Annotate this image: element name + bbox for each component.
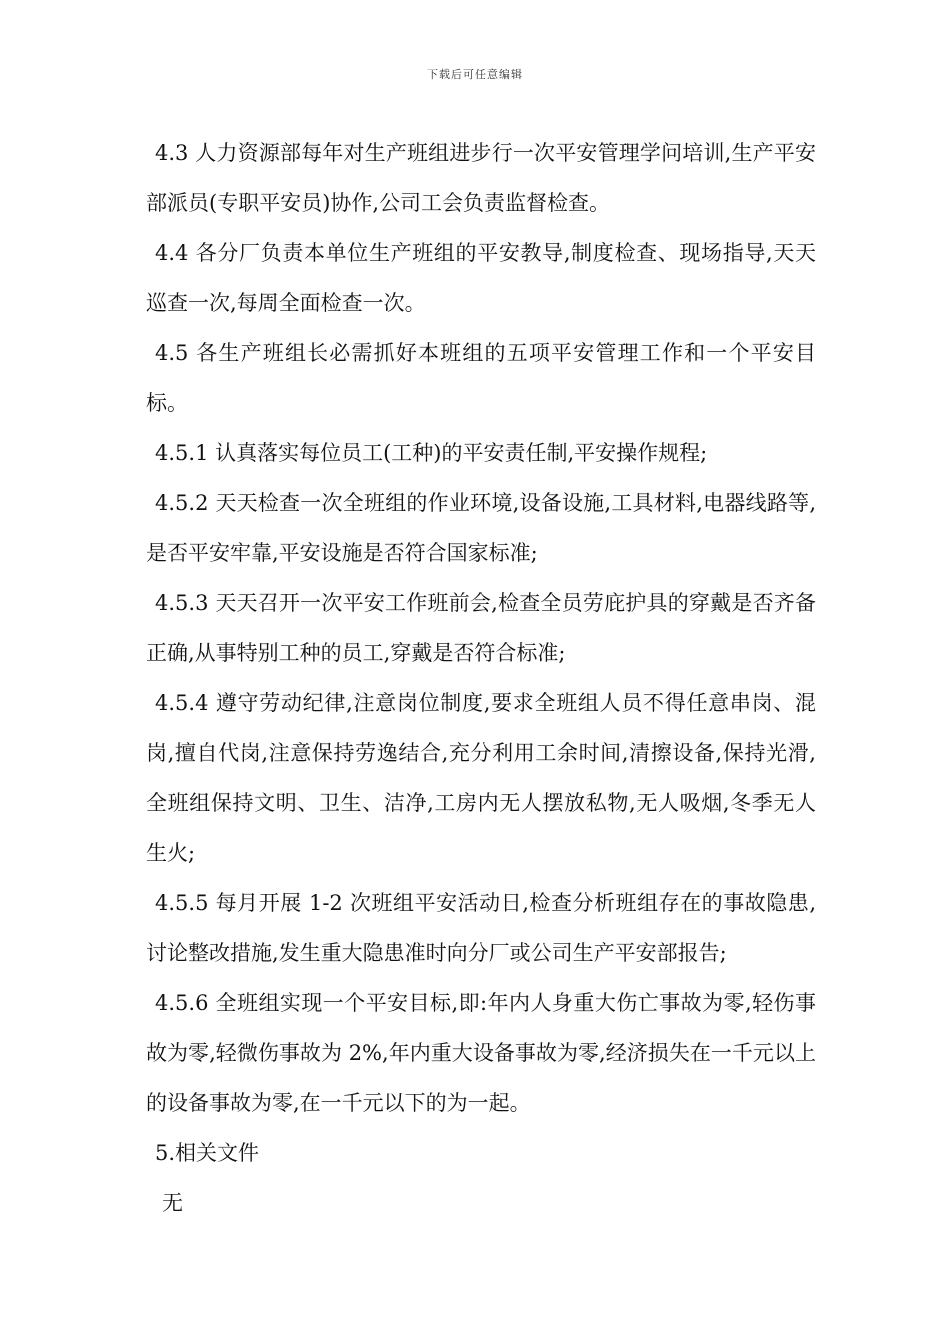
- paragraph-4-5-1: 4.5.1 认真落实每位员工(工种)的平安责任制,平安操作规程;: [155, 441, 708, 465]
- paragraph-4-5-6: 4.5.6 全班组实现一个平安目标,即:年内人身重大伤亡事故为零,轻伤事故为零,轻微伤事故为 2%,年内重大设备事故为零,经济损失在一千元以上的设备事故为零,在一千元以下的为一起。: [146, 991, 816, 1115]
- document-body: [146, 128, 816, 1228]
- section-heading-related-documents: 5.相关文件: [155, 1141, 260, 1165]
- paragraph-4-5-5: 4.5.5 每月开展 1-2 次班组平安活动日,检查分析班组存在的事故隐患,讨论整改措施,发生重大隐患准时向分厂或公司生产平安部报告;: [146, 891, 816, 965]
- paragraph-4-4: 4.4 各分厂负责本单位生产班组的平安教导,制度检查、现场指导,天天巡查一次,每周全面检查一次。: [146, 241, 816, 315]
- paragraph-4-5: 4.5 各生产班组长必需抓好本班组的五项平安管理工作和一个平安目标。: [146, 341, 816, 415]
- paragraph-4-5-3: 4.5.3 天天召开一次平安工作班前会,检查全员劳庇护具的穿戴是否齐备正确,从事特别工种的员工,穿戴是否符合标准;: [146, 591, 816, 665]
- paragraph-4-3: 4.3 人力资源部每年对生产班组进步行一次平安管理学问培训,生产平安部派员(专职平安员)协作,公司工会负责监督检查。: [146, 141, 816, 215]
- page-header: 下载后可任意编辑: [427, 68, 523, 81]
- paragraph-4-5-4: 4.5.4 遵守劳动纪律,注意岗位制度,要求全班组人员不得任意串岗、混岗,擅自代岗,注意保持劳逸结合,充分利用工余时间,清擦设备,保持光滑,全班组保持文明、卫生、洁净,工房内无人摆放私物,无人吸烟,冬季无人生火;: [146, 691, 816, 865]
- paragraph-4-5-2: 4.5.2 天天检查一次全班组的作业环境,设备设施,工具材料,电器线路等,是否平安牢靠,平安设施是否符合国家标准;: [146, 491, 816, 565]
- related-documents-none: 无: [162, 1191, 183, 1215]
